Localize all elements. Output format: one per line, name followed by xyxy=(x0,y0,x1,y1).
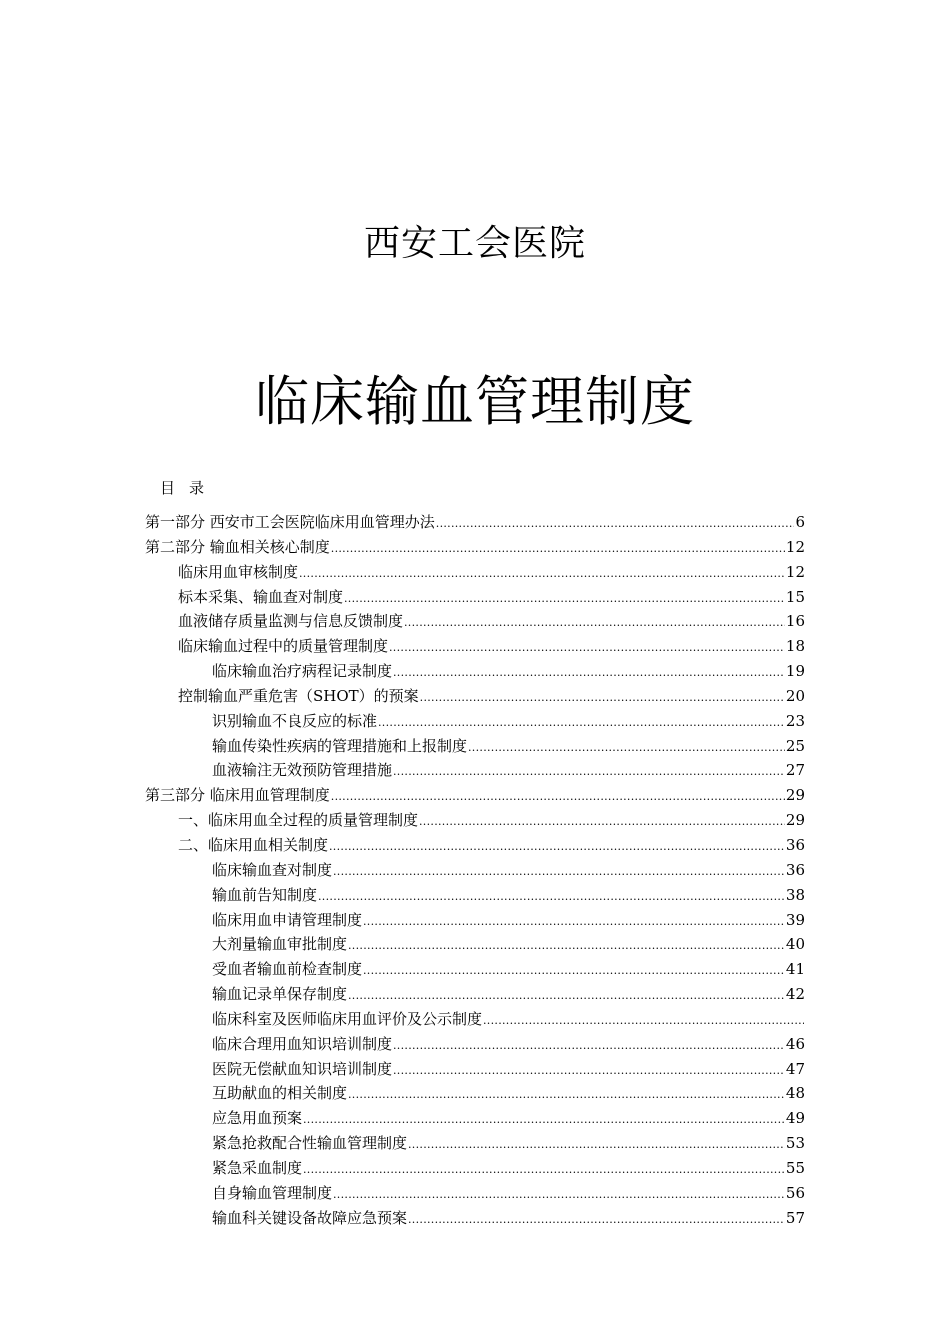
toc-leader-dots xyxy=(436,517,795,530)
toc-entry-page: 23 xyxy=(785,711,805,730)
toc-leader-dots xyxy=(363,964,785,977)
toc-leader-dots xyxy=(333,1188,785,1201)
toc-entry[interactable] xyxy=(145,909,805,934)
toc-entry[interactable] xyxy=(145,685,805,710)
toc-entry-title: 互助献血的相关制度 xyxy=(212,1084,348,1103)
toc-entry[interactable] xyxy=(145,735,805,760)
toc-leader-dots xyxy=(408,1213,785,1226)
toc-entry-title: 控制输血严重危害（SHOT）的预案 xyxy=(178,686,419,705)
toc-entry-page: 55 xyxy=(785,1158,805,1177)
toc-leader-dots xyxy=(393,1064,785,1077)
document-title: 临床输血管理制度 xyxy=(255,370,695,433)
toc-entry[interactable] xyxy=(145,710,805,735)
toc-entry-page: 20 xyxy=(785,686,805,705)
toc-entry[interactable] xyxy=(145,1058,805,1083)
toc-entry-page: 36 xyxy=(785,835,805,854)
toc-entry-title: 应急用血预案 xyxy=(212,1109,303,1128)
toc-entry[interactable] xyxy=(145,536,805,561)
toc-entry-page: 48 xyxy=(785,1084,805,1103)
toc-entry-title: 临床科室及医师临床用血评价及公示制度 xyxy=(212,1009,483,1028)
toc-leader-dots xyxy=(393,765,785,778)
toc-entry-page: 38 xyxy=(785,885,805,904)
hospital-name: 西安工会医院 xyxy=(363,223,586,264)
toc-leader-dots xyxy=(318,890,785,903)
toc-entry[interactable] xyxy=(145,859,805,884)
toc-entry[interactable] xyxy=(145,759,805,784)
toc-entry-page: 25 xyxy=(785,736,805,755)
toc-entry[interactable] xyxy=(145,784,805,809)
toc-entry-page: 29 xyxy=(785,786,805,805)
toc-entry-page: 27 xyxy=(785,761,805,780)
toc-heading-left: 目 xyxy=(160,479,176,497)
toc-entry-page: 42 xyxy=(785,985,805,1004)
toc-entry-page: 46 xyxy=(785,1034,805,1053)
toc-entry-page: 57 xyxy=(785,1208,805,1227)
toc-heading xyxy=(160,478,204,498)
toc-leader-dots xyxy=(331,790,785,803)
toc-entry[interactable] xyxy=(145,586,805,611)
toc-entry[interactable] xyxy=(145,933,805,958)
toc-leader-dots xyxy=(404,616,785,629)
toc-entry[interactable] xyxy=(145,884,805,909)
toc-entry[interactable] xyxy=(145,511,805,536)
toc-entry-title: 血液储存质量监测与信息反馈制度 xyxy=(178,612,404,631)
toc-leader-dots xyxy=(468,741,785,754)
toc-heading-right: 录 xyxy=(189,479,205,497)
toc-entry-page: 36 xyxy=(785,860,805,879)
toc-entry-title: 二、临床用血相关制度 xyxy=(178,835,329,854)
toc-entry-title: 紧急抢救配合性输血管理制度 xyxy=(212,1134,408,1153)
toc-leader-dots xyxy=(331,542,785,555)
toc-leader-dots xyxy=(344,592,785,605)
toc-entry-title: 第一部分 西安市工会医院临床用血管理办法 xyxy=(145,513,435,531)
toc-entry[interactable] xyxy=(145,958,805,983)
toc-entry-title: 受血者输血前检查制度 xyxy=(212,960,363,979)
toc-leader-dots xyxy=(408,1138,785,1151)
toc-entry-title: 临床输血治疗病程记录制度 xyxy=(212,662,393,681)
toc-entry-title: 输血前告知制度 xyxy=(212,885,318,904)
toc-entry[interactable] xyxy=(145,1082,805,1107)
toc-entry[interactable] xyxy=(145,983,805,1008)
toc-entry-page: 39 xyxy=(785,910,805,929)
toc-entry-page: 49 xyxy=(785,1109,805,1128)
toc-entry-page: 16 xyxy=(785,612,805,631)
toc-entry[interactable] xyxy=(145,1182,805,1207)
toc-entry-title: 自身输血管理制度 xyxy=(212,1183,333,1202)
toc-entry-page: 53 xyxy=(785,1134,805,1153)
toc-entry[interactable] xyxy=(145,809,805,834)
toc-entry-title: 输血科关键设备故障应急预案 xyxy=(212,1208,408,1227)
toc-leader-dots xyxy=(419,815,785,828)
toc-entry-title: 临床输血查对制度 xyxy=(212,860,333,879)
toc-leader-dots xyxy=(483,1014,804,1027)
toc-entry[interactable] xyxy=(145,660,805,685)
toc-entry-page: 29 xyxy=(785,811,805,830)
toc-entry-page: 41 xyxy=(785,960,805,979)
table-of-contents xyxy=(145,511,805,1231)
toc-leader-dots xyxy=(363,915,785,928)
toc-entry[interactable] xyxy=(145,834,805,859)
toc-entry-title: 血液输注无效预防管理措施 xyxy=(212,761,393,780)
toc-entry-title: 输血传染性疾病的管理措施和上报制度 xyxy=(212,736,468,755)
toc-entry[interactable] xyxy=(145,1033,805,1058)
toc-entry[interactable] xyxy=(145,1207,805,1232)
toc-entry[interactable] xyxy=(145,1132,805,1157)
toc-leader-dots xyxy=(333,865,785,878)
toc-entry-page: 18 xyxy=(785,637,805,656)
toc-leader-dots xyxy=(329,840,785,853)
toc-entry[interactable] xyxy=(145,1008,805,1033)
toc-entry-title: 临床用血申请管理制度 xyxy=(212,910,363,929)
toc-leader-dots xyxy=(420,691,785,704)
toc-leader-dots xyxy=(378,716,785,729)
toc-entry-title: 临床合理用血知识培训制度 xyxy=(212,1034,393,1053)
toc-entry-page: 15 xyxy=(785,587,805,606)
toc-entry[interactable] xyxy=(145,1107,805,1132)
toc-entry[interactable] xyxy=(145,561,805,586)
toc-entry[interactable] xyxy=(145,635,805,660)
toc-leader-dots xyxy=(303,1163,785,1176)
toc-entry-title: 第三部分 临床用血管理制度 xyxy=(145,786,330,805)
toc-entry-title: 医院无偿献血知识培训制度 xyxy=(212,1059,393,1078)
toc-leader-dots xyxy=(393,1039,785,1052)
toc-entry-page: 19 xyxy=(785,662,805,681)
toc-entry-page: 47 xyxy=(785,1059,805,1078)
toc-entry-page: 56 xyxy=(785,1183,805,1202)
toc-entry-page: 12 xyxy=(785,537,805,556)
toc-entry[interactable] xyxy=(145,1157,805,1182)
toc-leader-dots xyxy=(348,989,785,1002)
toc-entry-title: 紧急采血制度 xyxy=(212,1158,303,1177)
toc-entry-title: 标本采集、输血查对制度 xyxy=(178,587,344,606)
toc-entry-page: 40 xyxy=(785,935,805,954)
toc-leader-dots xyxy=(348,939,785,952)
toc-entry-title: 输血记录单保存制度 xyxy=(212,985,348,1004)
toc-entry-title: 一、临床用血全过程的质量管理制度 xyxy=(178,811,419,830)
toc-entry[interactable] xyxy=(145,610,805,635)
toc-entry-title: 临床用血审核制度 xyxy=(178,562,299,581)
toc-entry-title: 临床输血过程中的质量管理制度 xyxy=(178,637,389,656)
toc-leader-dots xyxy=(389,641,785,654)
toc-leader-dots xyxy=(348,1088,785,1101)
toc-entry-page: 6 xyxy=(795,513,805,531)
toc-entry-title: 识别输血不良反应的标准 xyxy=(212,711,378,730)
toc-leader-dots xyxy=(393,666,785,679)
toc-leader-dots xyxy=(303,1113,785,1126)
toc-entry-title: 大剂量输血审批制度 xyxy=(212,935,348,954)
toc-entry-title: 第二部分 输血相关核心制度 xyxy=(145,537,330,556)
toc-entry-page: 12 xyxy=(785,562,805,581)
toc-leader-dots xyxy=(299,567,785,580)
